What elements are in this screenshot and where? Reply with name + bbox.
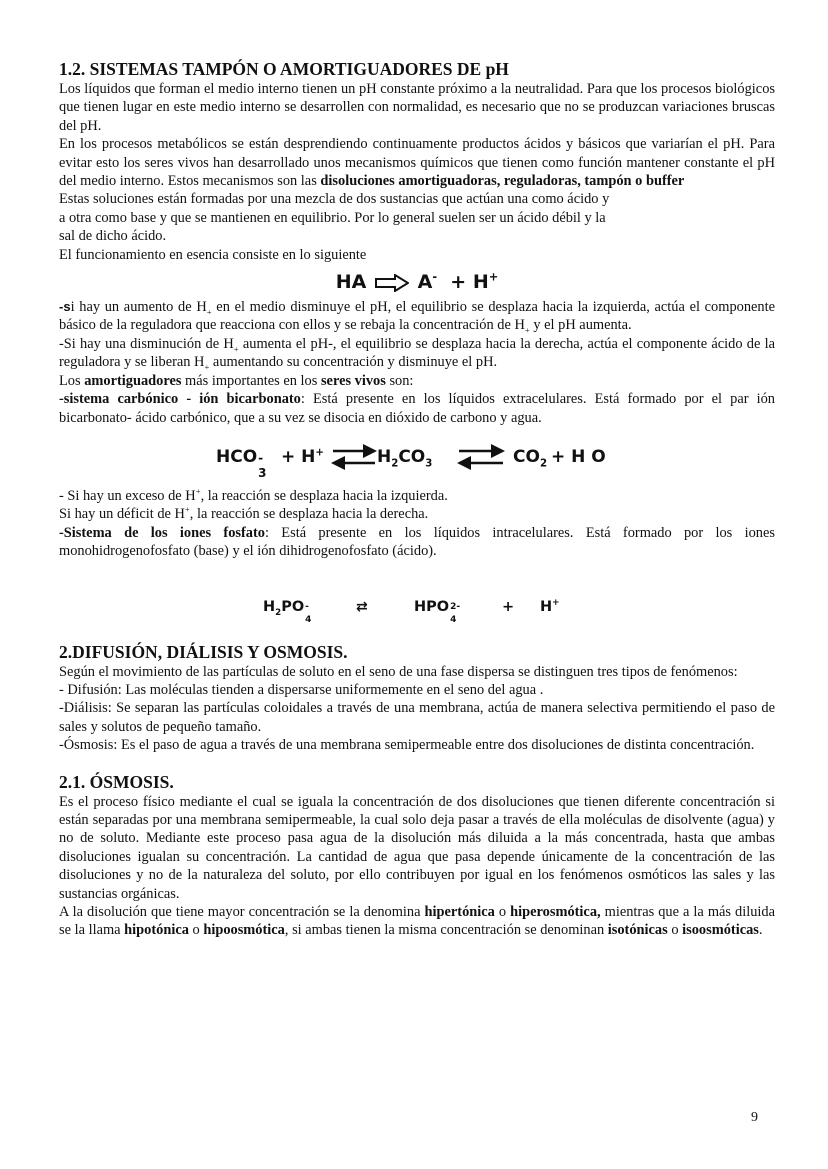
paragraph: [59, 390, 775, 427]
text: Los: [59, 372, 85, 389]
equation-ha-dissociation: [59, 270, 775, 294]
bold-term: seres vivos: [320, 372, 386, 389]
text: y el pH aumenta.: [529, 317, 632, 334]
text: , la reacción se desplaza hacia la izquierda.: [200, 487, 448, 504]
text: o: [188, 922, 204, 939]
paragraph: Los líquidos que forman el medio interno tienen un pH constante próximo a la neutralidad. Para que los procesos biológicos que tienen lugar en este medio interno se desarrollen con normalidad, es necesario que no se produzcan variaciones bruscas del pH.: [59, 81, 775, 134]
text: A la disolución que tiene mayor concentración se la denomina: [59, 904, 425, 920]
eq-plus: +: [502, 598, 515, 615]
eq-sub: 3: [425, 458, 433, 470]
eq-h-charge: +: [488, 269, 499, 284]
text: en el medio disminuye el pH, el equilibrio se desplaza hacia la izquierda, actúa el componente básico de la reguladora que reacciona con ellos y se rebaja la concentración de H: [59, 299, 775, 334]
eq-sub: 2: [391, 458, 399, 470]
text: i hay un aumento de H: [70, 299, 207, 316]
eq-text: CO: [398, 446, 426, 467]
document-page: [59, 58, 775, 940]
bold-text: -s: [59, 299, 71, 315]
paragraph: [59, 524, 775, 561]
plus-sup: +: [195, 486, 201, 497]
outline-arrow-icon: [375, 274, 409, 292]
plus-sub: +: [206, 306, 212, 317]
text: o: [667, 922, 683, 939]
text: , si ambas tienen la misma concentración se denominan: [284, 922, 608, 939]
text: En los procesos metabólicos se están desprendiendo continuamente productos ácidos y básicos que variarían el pH. Para evitar esto los seres vivos han desarrollado unos mecanismos químicos que tienen como función mantener constante el pH del medio interno. Estos mecanismos son las: [59, 136, 775, 190]
bold-term: hipoosmótica: [203, 922, 285, 939]
text: mientras que a la más diluida se la llama: [59, 904, 776, 939]
paragraph: -Diálisis: Se separan las partículas coloidales a través de una membrana, actúa de manera selectiva permitiendo el paso de sales y solutos de pequeño tamaño.: [59, 700, 775, 735]
page-number: 9: [751, 1110, 758, 1125]
paragraph-line: sal de dicho ácido.: [59, 228, 167, 245]
paragraph: [59, 135, 775, 190]
equilibrium-arrows-icon: [455, 439, 507, 473]
eq-sup: 2-: [450, 601, 461, 612]
eq-text: HPO: [414, 598, 450, 615]
text: aumenta el pH-, el equilibrio se desplaza hacia la derecha, actúa el componente ácido de la reguladora y se liberan H: [59, 335, 775, 371]
paragraph: Según el movimiento de las partículas de soluto en el seno de una fase dispersa se distinguen tres tipos de fenómenos:: [59, 663, 738, 680]
bold-term: -sistema carbónico - ión bicarbonato: [59, 391, 301, 408]
eq-h: + H: [450, 271, 489, 294]
eq-plus-h: [281, 447, 324, 467]
eq-text: PO: [281, 598, 305, 615]
text: más importantes en los: [181, 372, 321, 389]
eq-sup: +: [552, 597, 560, 608]
plus-sub: +: [524, 325, 530, 336]
paragraph: [59, 487, 775, 505]
eq-co2: [513, 446, 548, 470]
eq-text: HCO: [216, 446, 258, 467]
bold-term: hipertónica: [424, 904, 495, 920]
paragraph-line: a otra como base y que se mantienen en equilibrio. Por lo general suelen ser un ácido débil y la: [59, 209, 606, 226]
plus-sup: +: [184, 504, 190, 515]
eq-text: H: [540, 598, 553, 615]
eq-sub: 2: [539, 458, 548, 470]
text: : Está presente en los líquidos extracelulares. Está formado por el par ión bicarbonato- ácido carbónico, que a su vez se disocia en dióxido de carbono y agua.: [59, 391, 775, 426]
equation-phosphate: [59, 595, 775, 623]
text: -Si hay una disminución de H: [59, 335, 234, 352]
bold-term: isoosmóticas: [682, 922, 759, 939]
text: : Está presente en los líquidos intracelulares. Está formado por los iones monohidrogenofosfato (base) y el ión dihidrogenofosfato (ácido).: [59, 524, 775, 560]
paragraph: Es el proceso físico mediante el cual se iguala la concentración de dos disoluciones que tienen diferente concentración si están separadas por una membrana semipermeable, la cual solo deja pasar a través de ella moléculas de disolvente (agua) y no de soluto. Mediante este proceso pasa agua de la disolución más diluida a la más concentrada, hasta que ambas disoluciones igualan su concentración. La cantidad de agua que pasa depende únicamente de la concentración de las disoluciones y no de la naturaleza del soluto, por ello contribuyen por igual en los fenómenos osmóticos las sales y las sustancias orgánicas.: [59, 793, 775, 902]
eq-a: A: [417, 271, 433, 294]
eq-text: H: [263, 598, 276, 615]
eq-a-charge: -: [432, 269, 438, 284]
text: - Si hay un exceso de H: [59, 487, 196, 504]
section-title-2: 2.DIFUSIÓN, DIÁLISIS Y OSMOSIS.: [59, 641, 348, 662]
paragraph: [59, 298, 775, 335]
text: aumentando su concentración y disminuye el pH.: [209, 354, 498, 371]
paragraph: [59, 903, 775, 940]
eq-sub: 4: [450, 614, 457, 625]
eq-hpo4: [414, 598, 463, 625]
eq-sup: +: [315, 447, 324, 459]
paragraph: - Difusión: Las moléculas tienden a dispersarse uniformemente en el seno del agua .: [59, 681, 544, 698]
text: .: [758, 922, 763, 939]
eq-sub: 4: [305, 614, 312, 625]
text: Si hay un déficit de H: [59, 506, 185, 523]
eq-sup: -: [305, 601, 309, 612]
equation-bicarbonate: [59, 437, 775, 480]
bold-term: isotónicas: [607, 922, 668, 939]
eq-h2co3: [377, 446, 433, 470]
eq-sub: 2: [275, 607, 282, 618]
eq-hco3: [216, 446, 267, 480]
bold-term: disoluciones amortiguadoras, reguladoras, tampón o buffer: [320, 173, 685, 190]
text: , la reacción se desplaza hacia la derecha.: [189, 506, 429, 523]
section-title-2-1: 2.1. ÓSMOSIS.: [59, 771, 174, 792]
bold-term: hipotónica: [124, 922, 189, 939]
paragraph: [59, 505, 775, 523]
bold-term: -Sistema de los iones fosfato: [59, 524, 265, 541]
bold-term: amortiguadores: [84, 372, 182, 389]
eq-sub: 3: [258, 465, 267, 480]
eq-ha: HA: [335, 271, 367, 294]
paragraph-line: Estas soluciones están formadas por una mezcla de dos sustancias que actúan una como ácido y: [59, 191, 610, 208]
eq-text: + H: [281, 446, 316, 467]
paragraph: -Ósmosis: Es el paso de agua a través de una membrana semipermeable entre dos disoluciones de distinta concentración.: [59, 737, 755, 754]
plus-sub: +: [233, 343, 239, 354]
eq-sup: -: [258, 450, 264, 465]
section-title-1-2: 1.2. SISTEMAS TAMPÓN O AMORTIGUADORES DE pH: [59, 59, 509, 79]
paragraph: El funcionamiento en esencia consiste en lo siguiente: [59, 246, 367, 263]
eq-h: [540, 599, 559, 615]
text: son:: [385, 372, 414, 389]
eq-h2po4: [263, 598, 313, 625]
eq-text: CO: [513, 446, 540, 467]
plus-sub: +: [204, 362, 210, 373]
paragraph: [59, 372, 775, 390]
bold-term: hiperosmótica,: [510, 904, 601, 920]
text: o: [494, 904, 511, 920]
eq-water: + H O: [551, 446, 606, 467]
eq-text: H: [377, 446, 392, 467]
equilibrium-arrows-icon: [329, 439, 379, 473]
paragraph: [59, 335, 775, 372]
double-arrow-icon: ⇄: [356, 598, 368, 615]
